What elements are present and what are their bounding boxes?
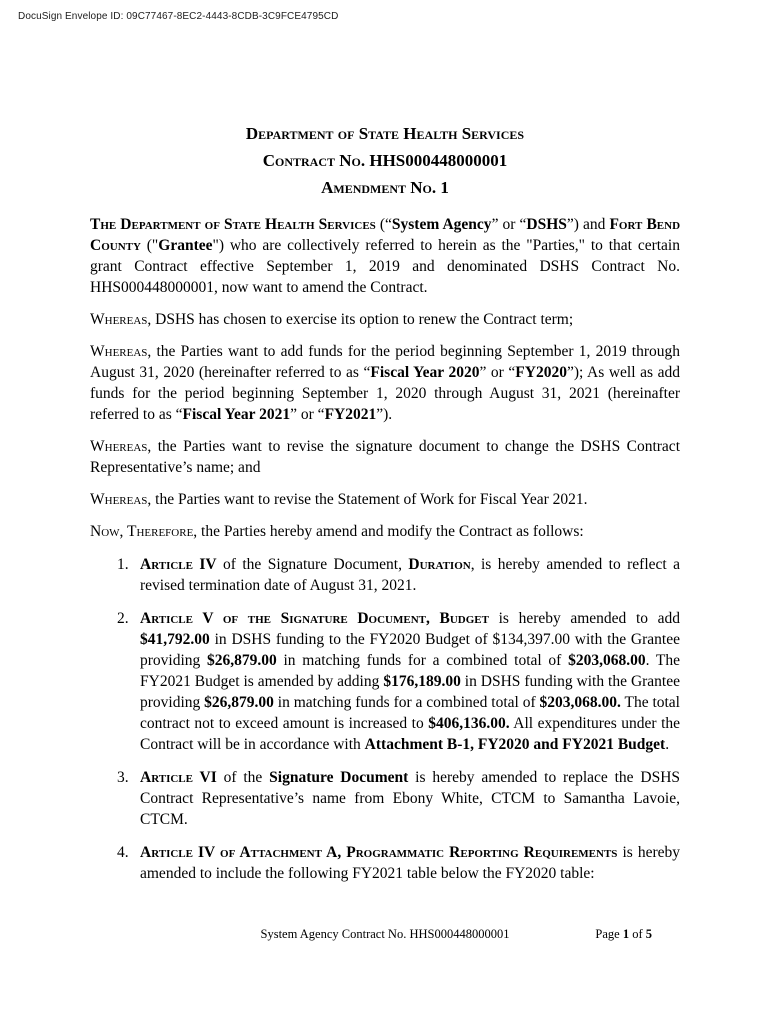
amendment-item-representative — [117, 767, 680, 830]
amendment-item-reporting-requirements — [117, 842, 680, 884]
title-contract-number: Contract No. HHS000448000001 — [262, 151, 508, 170]
list-item-text: Article VI of the Signature Document is hereby amended to replace the DSHS Contract Representative’s name from Ebony White, CTCM to Samantha Lavoie, CTCM. — [140, 769, 681, 828]
list-item-text: Article IV of Attachment A, Programmatic Reporting Requirements is hereby amended to include the following FY2021 table below the FY2020 table: — [140, 844, 680, 882]
docusign-envelope-id: DocuSign Envelope ID: 09C77467-8EC2-4443-8CDB-3C9FCE4795CD — [18, 11, 339, 22]
list-item-text: Article V of the Signature Document, Budget is hereby amended to add $41,792.00 in DSHS funding to the FY2020 Budget of $134,397.00 with the Grantee providing $26,879.00 in matching funds for a combined total of $203,068.00. The FY2021 Budget is amended by adding $176,189.00 in DSHS funding with the Grantee providing $26,879.00 in matching funds for a combined total of $203,068.00. The total contract not to exceed amount is increased to $406,136.00. All expenditures under the Contract will be in accordance with Attachment B-1, FY2020 and FY2021 Budget. — [140, 610, 681, 753]
amendment-list — [90, 554, 680, 884]
now-therefore-paragraph: Now, Therefore, the Parties hereby amend and modify the Contract as follows: — [90, 523, 584, 540]
document-title-block — [90, 120, 680, 201]
title-agency-name: Department of State Health Services — [245, 124, 525, 143]
document-content — [90, 120, 680, 896]
whereas-funds-paragraph: Whereas, the Parties want to add funds for the period beginning September 1, 2019 through August 31, 2020 (hereinafter referred to as “Fiscal Year 2020” or “FY2020”); As well as add funds for the period beginning September 1, 2020 through August 31, 2021 (hereinafter referred to as “Fiscal Year 2021” or “FY2021”). — [90, 343, 680, 423]
whereas-renewal-paragraph: Whereas, DSHS has chosen to exercise its option to renew the Contract term; — [90, 311, 574, 328]
footer-contract-number: System Agency Contract No. HHS000448000001 — [260, 927, 510, 941]
list-item-number: 2. — [117, 610, 129, 627]
whereas-statement-of-work-paragraph: Whereas, the Parties want to revise the Statement of Work for Fiscal Year 2021. — [90, 491, 588, 508]
amendment-item-budget — [117, 608, 680, 755]
amendment-item-duration — [117, 554, 680, 596]
intro-parties-paragraph: The Department of State Health Services (“System Agency” or “DSHS”) and Fort Bend County ("Grantee") who are collectively referred to herein as the "Parties," to that certain grant Contract effective September 1, 2019 and denominated DSHS Contract No. HHS000448000001, now want to amend the Contract. — [90, 216, 681, 296]
page-footer — [90, 926, 680, 942]
whereas-representative-paragraph: Whereas, the Parties want to revise the signature document to change the DSHS Contract Representative’s name; and — [90, 438, 680, 476]
list-item-number: 4. — [117, 844, 129, 861]
list-item-number: 3. — [117, 769, 129, 786]
list-item-number: 1. — [117, 556, 129, 573]
list-item-text: Article IV of the Signature Document, Duration, is hereby amended to reflect a revised termination date of August 31, 2021. — [140, 556, 680, 594]
title-amendment-number: Amendment No. 1 — [321, 178, 449, 197]
footer-page-number: Page 1 of 5 — [595, 927, 652, 941]
